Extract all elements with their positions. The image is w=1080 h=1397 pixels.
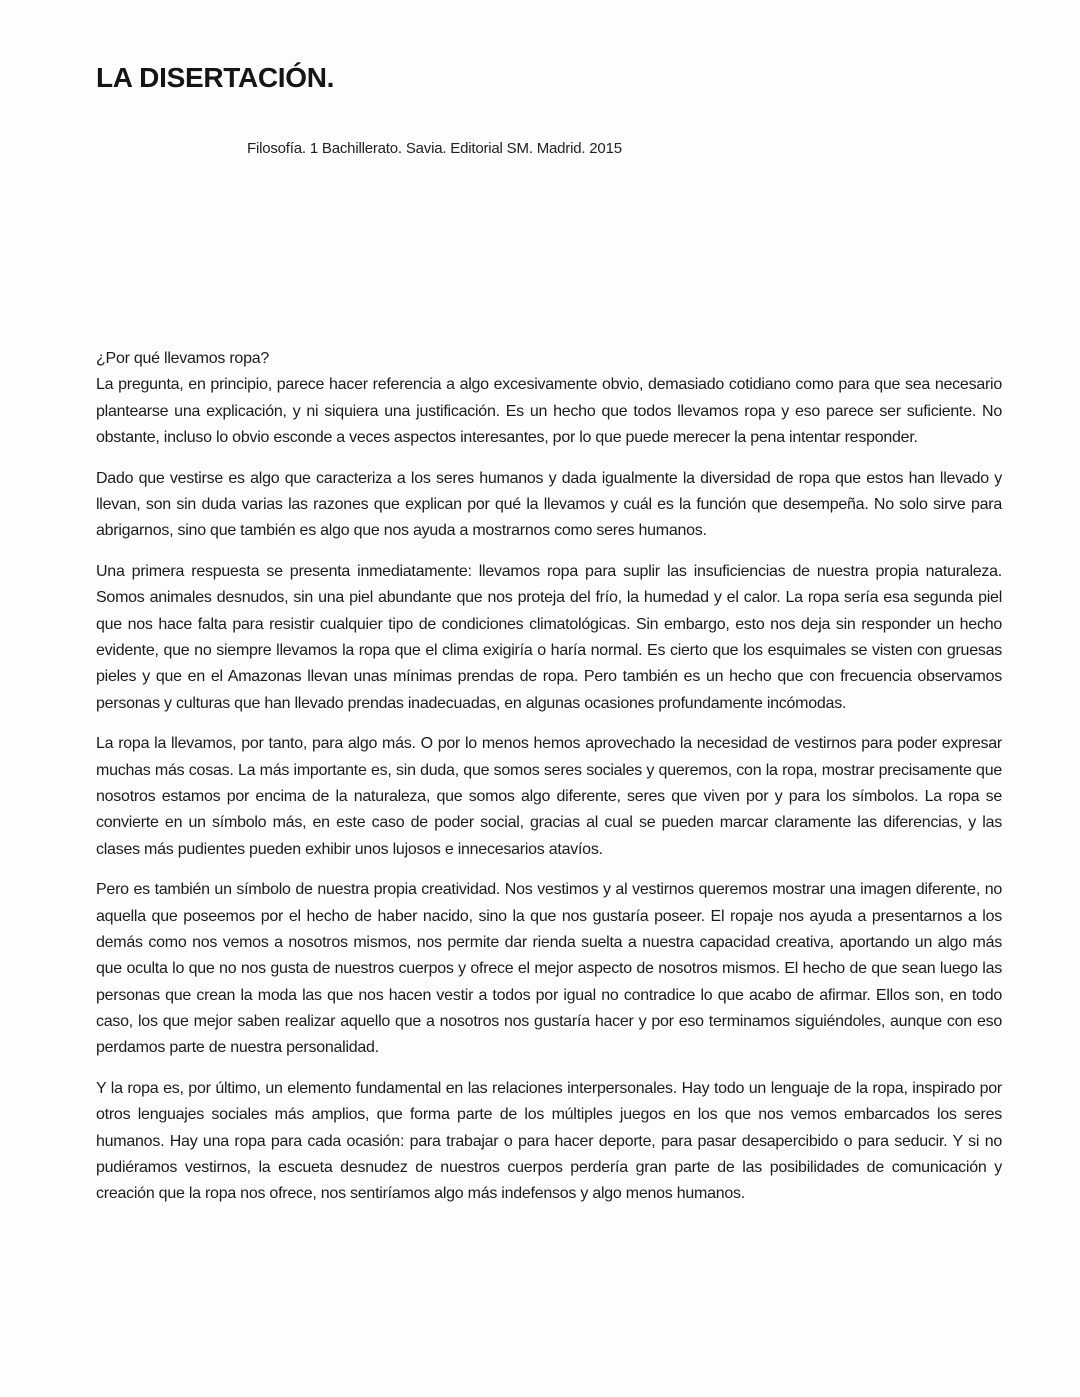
paragraph: Una primera respuesta se presenta inmediatamente: llevamos ropa para suplir las insuficiencias de nuestra propia naturaleza. Somos animales desnudos, sin una piel abundante que nos proteja del frío, la humedad y el calor. La ropa sería esa segunda piel que nos hace falta para resistir cualquier tipo de condiciones climatológicas. Sin embargo, esto nos deja sin responder un hecho evidente, que no siempre llevamos la ropa que el clima exigiría o haría normal. Es cierto que los esquimales se visten con gruesas pieles y que en el Amazonas llevan unas mínimas prendas de ropa. Pero también es un hecho que con frecuencia observamos personas y culturas que han llevado prendas inadecuadas, en algunas ocasiones profundamente incómodas.	[96, 563, 1002, 712]
paragraph: La pregunta, en principio, parece hacer referencia a algo excesivamente obvio, demasiado cotidiano como para que sea necesario plantearse una explicación, y ni siquiera una justificación. Es un hecho que todos llevamos ropa y eso parece ser suficiente. No obstante, incluso lo obvio esconde a veces aspectos interesantes, por lo que puede merecer la pena intentar responder.	[96, 376, 1002, 446]
source-citation: Filosofía. 1 Bachillerato. Savia. Editorial SM. Madrid. 2015	[247, 140, 622, 157]
question-heading: ¿Por qué llevamos ropa?	[96, 350, 270, 367]
paragraph: La ropa la llevamos, por tanto, para algo más. O por lo menos hemos aprovechado la necesidad de vestirnos para poder expresar muchas más cosas. La más importante es, sin duda, que somos seres sociales y queremos, con la ropa, mostrar precisamente que nosotros estamos por encima de la naturaleza, que somos algo diferente, seres que viven por y para los símbolos. La ropa se convierte en un símbolo más, en este caso de poder social, gracias al cual se pueden marcar claramente las diferencias, y las clases más pudientes pueden exhibir unos lujosos e innecesarios atavíos.	[96, 735, 1002, 858]
paragraph: Y la ropa es, por último, un elemento fundamental en las relaciones interpersonales. Hay todo un lenguaje de la ropa, inspirado por otros lenguajes sociales más amplios, que forma parte de los múltiples juegos en los que nos vemos embarcados los seres humanos. Hay una ropa para cada ocasión: para trabajar o para hacer deporte, para pasar desapercibido o para seducir. Y si no pudiéramos vestirnos, la escueta desnudez de nuestros cuerpos perdería gran parte de las posibilidades de comunicación y creación que la ropa nos ofrece, nos sentiríamos algo más indefensos y algo menos humanos.	[96, 1079, 1002, 1203]
document-title: LA DISERTACIÓN.	[96, 62, 335, 93]
paragraph: Pero es también un símbolo de nuestra propia creatividad. Nos vestimos y al vestirnos queremos mostrar una imagen diferente, no aquella que poseemos por el hecho de haber nacido, sino la que nos gustaría poseer. El ropaje nos ayuda a presentarnos a los demás como nos vemos a nosotros mismos, nos permite dar rienda suelta a nuestra capacidad creativa, aportando un algo más que oculta lo que no nos gusta de nuestros cuerpos y ofrece el mejor aspecto de nosotros mismos. El hecho de que sean luego las personas que crean la moda las que nos hacen vestir a todos por igual no contradice lo que acabo de afirmar. Ellos son, en todo caso, los que mejor saben realizar aquello que a nosotros nos gustaría hacer y por eso terminamos siguiéndoles, aunque con eso perdamos parte de nuestra personalidad.	[96, 881, 1002, 1057]
document-body	[96, 346, 1002, 1222]
paragraph: Dado que vestirse es algo que caracteriza a los seres humanos y dada igualmente la diversidad de ropa que estos han llevado y llevan, son sin duda varias las razones que explican por qué la llevamos y cuál es la función que desempeña. No solo sirve para abrigarnos, sino que también es algo que nos ayuda a mostrarnos como seres humanos.	[96, 469, 1002, 540]
